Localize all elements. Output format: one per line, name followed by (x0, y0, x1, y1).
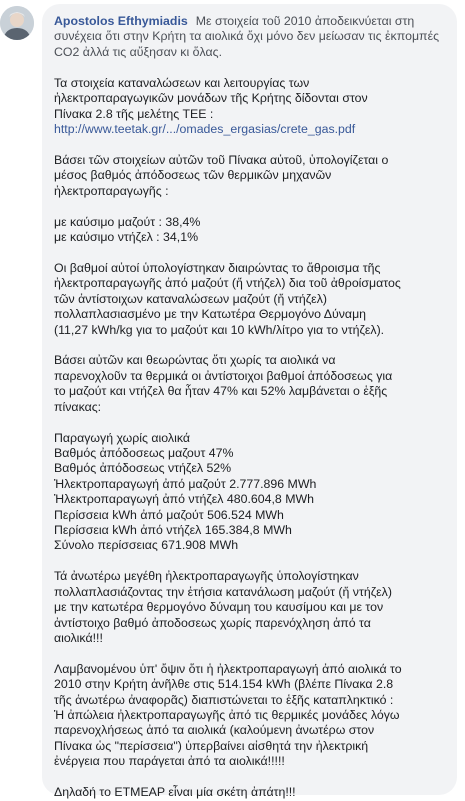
paragraph-efficiency-values (54, 215, 445, 246)
text-line: αιολικά!!! (54, 630, 103, 645)
text-line: πίνακας: (54, 399, 102, 414)
text-line: Πίνακα 2.8 τῆς μελέτης ΤΕΕ : (54, 106, 214, 121)
author-name[interactable]: Apostolos Efthymiadis (54, 14, 188, 28)
text-line: ἠλεκτροπαραγωγῆς ἀπό μαζούτ (ἤ ντήζελ) δια τοῦ ἀθροίσματος (54, 276, 401, 291)
text-line: Βαθμός ἀπόδοσεως μαζουτ 47% (54, 445, 234, 460)
text-line: παρενοχλήσεως ἀπό τα αιολικά (καλούμενη ἀνωτέρω στον (54, 723, 375, 738)
text-line: πολλαπλασιάζοντας την ἐτήσια κατανάλωση μαζούτ (ἤ ντήζελ) (54, 584, 392, 599)
paragraph-assumption (54, 353, 445, 415)
avatar[interactable] (0, 6, 34, 40)
text-line: με καύσιμο ντήζελ : 34,1% (54, 229, 199, 244)
text-line: πολλαπλασιασμένο με την Κατωτέρα Θερμογόνο Δύναμη (54, 307, 367, 322)
avatar-image (0, 6, 34, 40)
text-line: ἠλεκτροπαραγωγῆς : (54, 183, 169, 198)
text-line: μέσος βαθμός ἀπόδοσεως τῶν θερμικῶν μηχανῶν (54, 168, 332, 183)
text-line: με καύσιμο μαζούτ : 38,4% (54, 214, 201, 229)
paragraph-table (54, 431, 445, 554)
text-line: Περίσσεια kWh ἀπό ντήζελ 165.384,8 MWh (54, 522, 292, 537)
intro-text: Με στοιχεία τοῦ 2010 ἀποδεικνύεται στη συνέχεια ὅτι στην Κρήτη τα αιολικά ὄχι μόνο δεν μείωσαν τις ἐκπομπές CO2 ἀλλά τις αὔξησαν κι ὅλας. (54, 14, 440, 59)
text-line: Τα στοιχεία καταναλώσεων και λειτουργίας των (54, 75, 310, 90)
text-line: ἀντίστοιχο βαθμό ἀποδοσεως χωρίς παρενόχληση ἀπό τα (54, 615, 371, 630)
text-line: Ἡ ἀπώλεια ἠλεκτροπαραγωγῆς ἀπό τις θερμικές μονάδες λόγω (54, 708, 400, 723)
text-line: Ἠλεκτροπαραγωγή ἀπό μαζούτ 2.777.896 MWh (54, 476, 317, 491)
text-line: ἠλεκτροπαραγωγικῶν μονάδων τῆς Κρήτης δίδονται στον (54, 91, 368, 106)
text-line: Βάσει αὐτῶν και θεωρώντας ὅτι χωρίς τα αιολικά να (54, 353, 336, 368)
text-line: Σύνολο περίσσειας 671.908 MWh (54, 538, 239, 553)
text-line: (11,27 kWh/kg για το μαζούτ και 10 kWh/λίτρο για το ντήζελ). (54, 322, 385, 337)
text-line: Οι βαθμοί αὐτοί ὑπολογίστηκαν διαιρώντας το ἄθροισμα τῆς (54, 260, 381, 275)
comment-body (54, 14, 445, 801)
text-line: Περίσσεια kWh ἀπό μαζούτ 506.524 MWh (54, 507, 284, 522)
paragraph-conclusion (54, 662, 445, 770)
text-line: τῶν ἀντίστοιχων καταναλώσεων μαζούτ (ἤ ντήζελ) (54, 291, 327, 306)
text-line: Τά ἀνωτέρω μεγέθη ἠλεκτροπαραγωγῆς ὑπολογίστηκαν (54, 569, 359, 584)
source-link[interactable]: http://www.teetak.gr/.../omades_ergasias/crete_gas.pdf (54, 121, 356, 136)
text-line: Ἠλεκτροπαραγωγή ἀπό ντήζελ 480.604,8 MWh (54, 492, 315, 507)
text-line: Δηλαδή το ΕΤΜΕΑΡ εἶναι μία σκέτη ἀπάτη!!! (54, 785, 296, 800)
text-line: Παραγωγή χωρίς αιολικά (54, 430, 190, 445)
text-line: Λαμβανομένου ὑπ' ὄψιν ὅτι ἡ ἠλεκτροπαραγωγή ἀπό αιολικά το (54, 661, 402, 676)
text-line: ἐνέργεια που παράγεται ἀπό τα αιολικά!!!!! (54, 754, 285, 769)
text-line: τῆς ἀνωτέρω ἀναφορᾶς) διαπιστώνεται το ἑξῆς καταπληκτικό : (54, 692, 394, 707)
comment-bubble (42, 4, 457, 800)
text-line: 2010 στην Κρήτη ἀνῆλθε στις 514.154 kWh (βλέπε Πίνακα 2.8 (54, 677, 394, 692)
paragraph-source (54, 76, 445, 138)
text-line: Βάσει τῶν στοιχείων αὐτῶν τοῦ Πίνακα αὐτοῦ, ὑπολογίζεται ο (54, 152, 389, 167)
text-line: Βαθμός ἀπόδοσεως ντήζελ 52% (54, 461, 232, 476)
text-line: παρενοχλοῦν τα θερμικά οι ἀντίστοιχοι βαθμοί ἀπόδοσεως για (54, 368, 393, 383)
text-line: το μαζούτ και ντήζελ θα ἦταν 47% και 52% λαμβάνεται ο ἑξῆς (54, 384, 388, 399)
paragraph-efficiency-intro (54, 153, 445, 199)
paragraph-method (54, 261, 445, 338)
text-line: με την κατωτέρα θερμογόνο δύναμη του καυσίμου και με τον (54, 600, 384, 615)
paragraph-final (54, 785, 445, 800)
paragraph-calculation (54, 569, 445, 646)
text-line: Πίνακα ὡς "περίσσεια") ὑπερβαίνει αἰσθητά την ἠλεκτρική (54, 738, 369, 753)
